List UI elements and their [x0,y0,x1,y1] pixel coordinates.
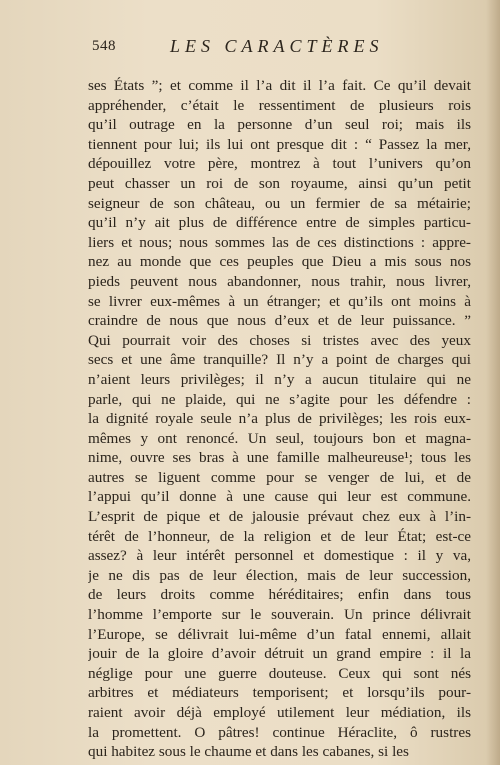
text-line: la dignité royale seule n’a plus de privilèges; les rois eux- [88,410,471,428]
page-number: 548 [92,38,116,54]
text-line: craindre de nous que nous d’eux et de leur puissance. ” [88,312,471,330]
text-line: n’aient leurs privilèges; il n’y a aucun titulaire qui ne [88,370,471,388]
text-line: dépouillez votre père, montrez à tout l’univers qu’on [88,155,471,173]
text-line: nez au monde que ces peuples que Dieu a mis sous nos [88,253,471,271]
text-line: néglige pour une guerre douteuse. Ceux qui sont nés [88,664,471,682]
text-line: secs et une âme tranquille? Il n’y a point de charges qui [88,351,471,369]
text-line: pieds peuvent nous abandonner, nous trahir, nous livrer, [88,272,471,290]
text-line: assez? à leur intérêt personnel et domestique : il y va, [88,547,471,565]
body-text [88,76,471,762]
text-line: térêt de l’honneur, de la religion et de leur État; est-ce [88,527,471,545]
text-line: l’Europe, se délivrait lui-même d’un fatal ennemi, allait [88,625,471,643]
text-line: l’appui qu’il donne à une cause qui leur est commune. [88,488,471,506]
text-line: raient avoir déjà employé utilement leur médiation, ils [88,704,471,721]
text-line: ses États ”; et comme il l’a dit il l’a fait. Ce qu’il devait [88,77,471,94]
text-line: appréhender, c’était le ressentiment de plusieurs rois [88,96,471,114]
text-line: se livrer eux-mêmes à un étranger; et qu’ils ont moins à [88,292,471,310]
text-line: arbitres et médiateurs temporisent; et lorsqu’ils pour- [88,684,471,702]
text-line: parle, qui ne plaide, qui ne s’agite pour les défendre : [88,390,471,408]
page-edge-shadow [486,0,500,765]
page-header [92,36,402,60]
text-line: qu’il n’y ait plus de différence entre de simples particu- [88,214,471,232]
text-line: de leurs droits comme héréditaires; enfin dans tous [88,586,471,604]
text-line: liers et nous; nous sommes las de ces distinctions : appre- [88,233,471,251]
text-line: tiennent pour lui; ils lui ont presque dit : “ Passez la mer, [88,135,471,153]
text-line: seigneur de son château, ou un fermier de sa métairie; [88,194,471,212]
text-line: nime, ouvre ses bras à une famille malheureuse¹; tous les [88,449,471,467]
text-line: autres se liguent comme pour se venger de lui, et de [88,468,471,486]
text-line: l’homme l’emporte sur le souverain. Un prince délivrait [88,606,471,624]
text-line: peut chasser un roi de son royaume, ainsi qu’un petit [88,174,471,192]
text-line: la promettent. O pâtres! continue Héraclite, ô rustres [88,723,471,741]
text-line: qu’il outrage en la personne d’un seul roi; mais ils [88,116,471,134]
text-line: qui habitez sous le chaume et dans les cabanes, si les [88,743,409,761]
running-head: LES CARACTÈRES [170,36,384,56]
text-line: mêmes y ont renoncé. Un seul, toujours bon et magna- [88,429,471,447]
text-line: L’esprit de pique et de jalousie prévaut chez eux à l’in- [88,508,471,526]
text-line: jouir de la gloire d’avoir détruit un grand empire : il la [88,645,471,663]
text-line: je ne dis pas de leur élection, mais de leur succession, [88,566,471,584]
text-line: Qui pourrait voir des choses si tristes avec des yeux [88,331,471,349]
